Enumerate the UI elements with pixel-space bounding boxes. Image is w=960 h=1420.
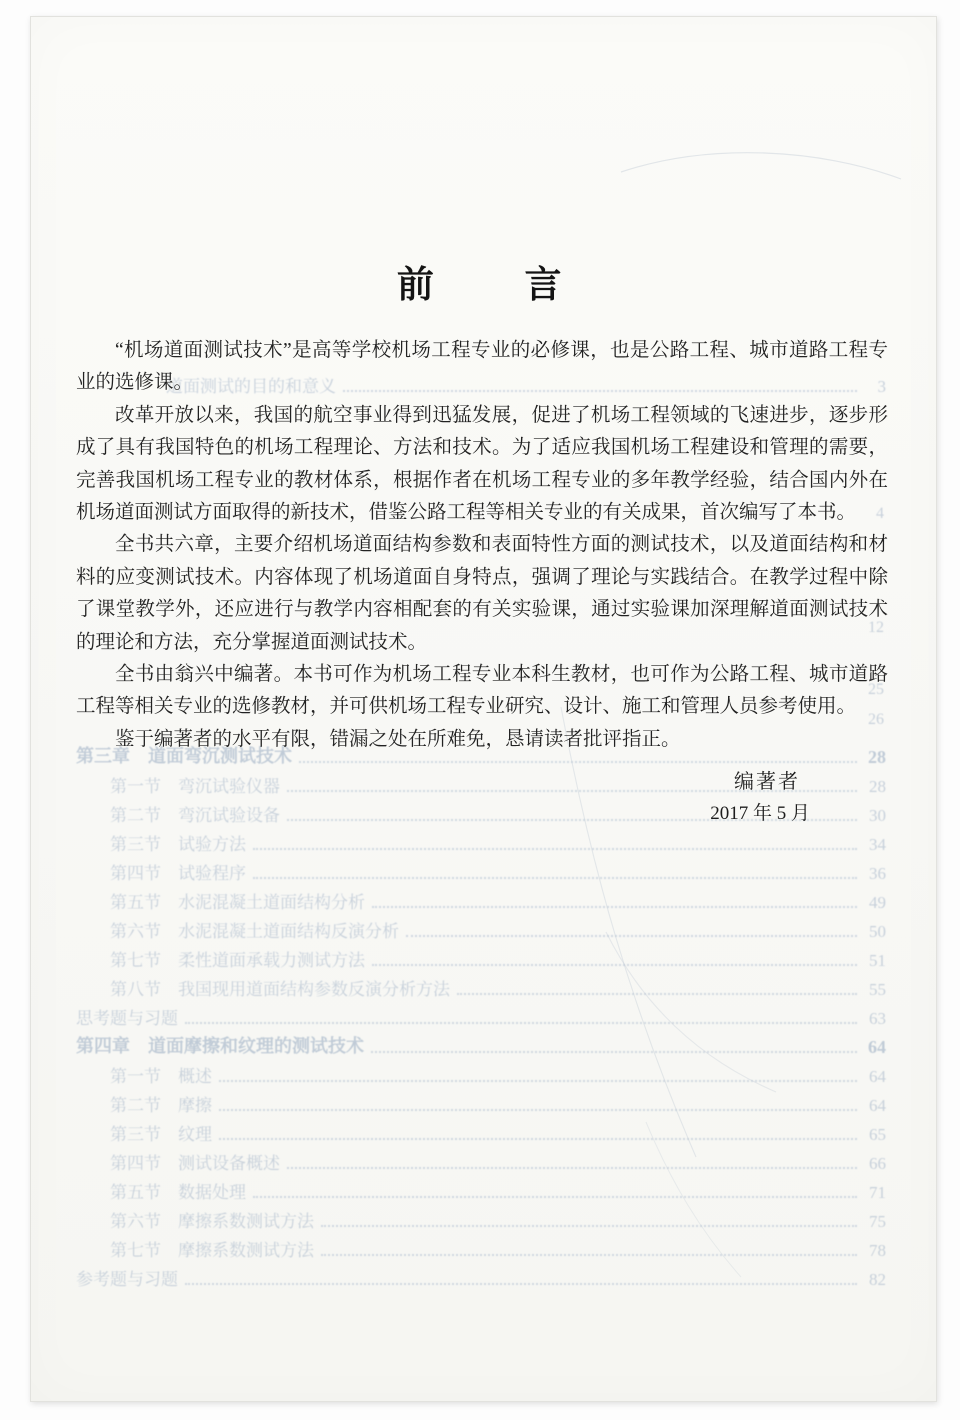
- book-page: [30, 16, 937, 1402]
- ghost-toc-line: 第六节 水泥混凝土道面结构反演分析 50: [110, 922, 886, 941]
- ghost-toc-line: 第四章 道面摩擦和纹理的测试技术 64: [76, 1036, 886, 1057]
- ghost-toc-line: 参考题与习题 82: [76, 1270, 886, 1289]
- ghost-toc-line: 第四节 试验程序 36: [110, 864, 886, 883]
- ghost-toc-line: 第三节 试验方法 34: [110, 835, 886, 854]
- ghost-toc-line: 第二节 摩擦 64: [110, 1096, 886, 1115]
- ghost-toc-line: 第五节 水泥混凝土道面结构分析 49: [110, 893, 886, 912]
- ghost-toc-line: 第六节 摩擦系数测试方法 75: [110, 1212, 886, 1231]
- author-signature: 编著者: [734, 771, 800, 793]
- ghost-toc-line: 思考题与习题 63: [76, 1009, 886, 1028]
- paragraph-4: 全书由翁兴中编著。本书可作为机场工程专业本科生教材，也可作为公路工程、城市道路工程等相关专业的选修教材，并可供机场工程专业研究、设计、施工和管理人员参考使用。: [76, 664, 888, 718]
- ghost-toc-line: 第四节 测试设备概述 66: [110, 1154, 886, 1173]
- ghost-page-number: 12: [868, 619, 884, 636]
- ghost-toc-line: 道面测试的目的和意义 3: [166, 377, 886, 396]
- ghost-toc-line: 第七节 摩擦系数测试方法 78: [110, 1241, 886, 1260]
- ghost-page-number: 26: [868, 711, 884, 728]
- page-title: 前 言: [396, 265, 568, 306]
- ghost-toc-line: 第一节 弯沉试验仪器 28: [110, 777, 886, 796]
- ghost-page-number: 25: [868, 681, 884, 698]
- ghost-toc-line: 第一节 概述 64: [110, 1067, 886, 1086]
- paragraph-2: 改革开放以来，我国的航空事业得到迅猛发展，促进了机场工程领域的飞速进步，逐步形成了具有我国特色的机场工程理论、方法和技术。为了适应我国机场工程建设和管理的需要，完善我国机场工程专业的教材体系，根据作者在机场工程专业的多年教学经验，结合国内外在机场道面测试方面取得的新技术，借鉴公路工程等相关专业的有关成果，首次编写了本书。: [76, 404, 888, 524]
- ghost-toc-line: 第三章 道面弯沉测试技术 28: [76, 746, 886, 767]
- paragraph-3: 全书共六章，主要介绍机场道面结构参数和表面特性方面的测试技术，以及道面结构和材料的应变测试技术。内容体现了机场道面自身特点，强调了理论与实践结合。在教学过程中除了课堂教学外，还应进行与教学内容相配套的有关实验课，通过实验课加深理解道面测试技术的理论和方法，充分掌握道面测试技术。: [76, 534, 888, 653]
- preface-body: [76, 335, 888, 756]
- ghost-toc-line: 第五节 数据处理 71: [110, 1183, 886, 1202]
- ghost-toc-line: 第八节 我国现用道面结构参数反演分析方法 55: [110, 980, 886, 999]
- ghost-toc-line: 第七节 柔性道面承载力测试方法 51: [110, 951, 886, 970]
- ghost-toc-line: 第二节 弯沉试验设备 30: [110, 806, 886, 825]
- preface-content: [76, 17, 888, 1401]
- paragraph-1: “机场道面测试技术”是高等学校机场工程专业的必修课，也是公路工程、城市道路工程专业的选修课。: [76, 340, 888, 394]
- ghost-page-number: 4: [876, 505, 884, 522]
- paragraph-5: 鉴于编著者的水平有限，错漏之处在所难免，恳请读者批评指正。: [115, 728, 681, 750]
- ghost-toc-line: 第三节 纹理 65: [110, 1125, 886, 1144]
- publication-date: 2017 年 5 月: [710, 803, 810, 824]
